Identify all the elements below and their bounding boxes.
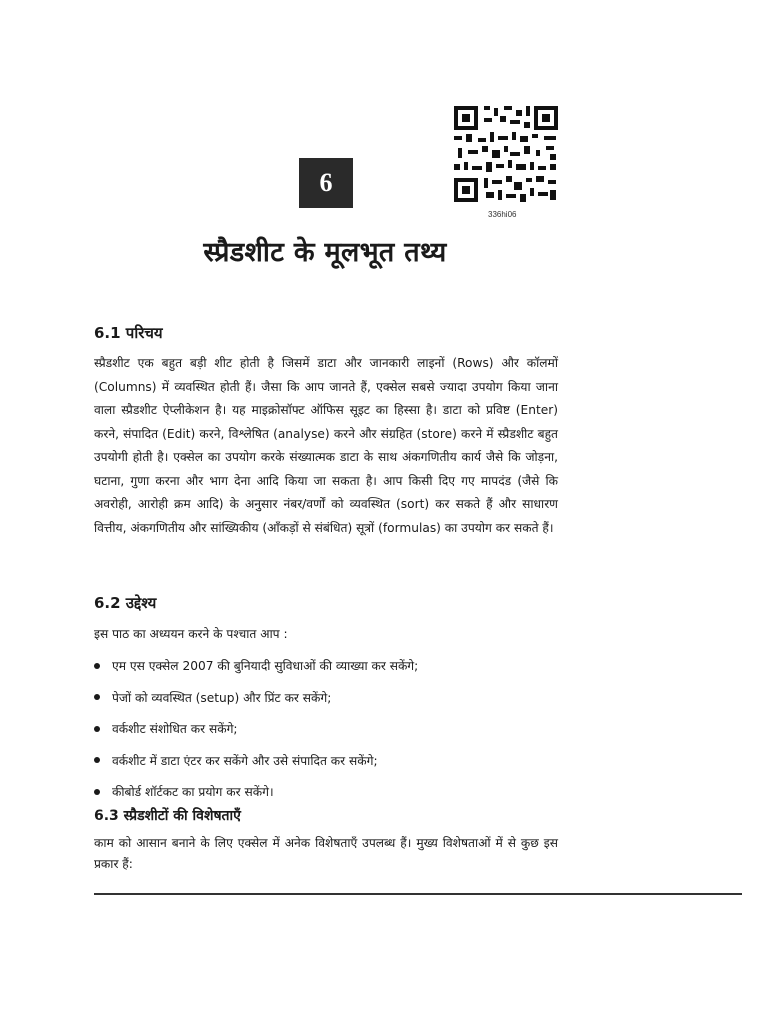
list-item [94,745,418,777]
section-heading-introduction: 6.1 परिचय [94,324,163,342]
list-item [94,713,418,745]
objective-text: वर्कशीट संशोधित कर सकेंगे; [112,722,238,737]
chapter-title: स्प्रैडशीट के मूलभूत तथ्य [203,237,447,268]
section-heading-features: 6.3 स्प्रैडशीटों की विशेषताएँ [94,808,241,824]
bullet-icon [94,757,100,763]
chapter-number: 6 [319,168,333,197]
objectives-intro: इस पाठ का अध्ययन करने के पश्चात आप : [94,627,288,641]
introduction-paragraph: स्प्रैडशीट एक बहुत बड़ी शीट होती है जिसमें डाटा और जानकारी लाइनों (Rows) और कॉलमों (Columns) में व्यवस्थित होती हैं। जैसा कि आप जानते हैं, एक्सेल सबसे ज्यादा उपयोग किया जाना वाला स्प्रैडशीट ऐप्लीकेशन है। यह माइक्रोसॉफ्ट ऑफिस सूइट का हिस्सा है। डाटा को प्रविष्ट (Enter) करने, संपादित (Edit) करने, विश्लेषित (analyse) करने और संग्रहित (store) करने में स्प्रैडशीट बहुत उपयोगी होती है। एक्सेल का उपयोग करके संख्यात्मक डाटा के साथ अंकगणितीय कार्य जैसे कि जोड़ना, घटाना, गुणा करना और भाग देना आदि किया जा सकता है। आप किसी दिए गए मापदंड (जैसे कि अवरोही, आरोही क्रम आदि) के अनुसार नंबर/वर्णों को व्यवस्थित (sort) कर सकते हैं और साधारण वित्तीय, अंकगणितीय और सांख्यिकीय (आँकड़ों से संबंधित) सूत्रों (formulas) का उपयोग कर सकते हैं। [94,356,558,535]
objective-text: एम एस एक्सेल 2007 की बुनियादी सुविधाओं की व्याख्या कर सकेंगे; [112,659,419,674]
bullet-icon [94,789,100,795]
list-item [94,776,418,808]
objective-text: वर्कशीट में डाटा एंटर कर सकेंगे और उसे संपादित कर सकेंगे; [112,753,378,768]
qr-code-icon [452,104,560,204]
objective-text: कीबोर्ड शॉर्टकट का प्रयोग कर सकेंगे। [112,785,274,800]
list-item [94,682,418,714]
bullet-icon [94,726,100,732]
list-item [94,650,418,682]
section-heading-objectives: 6.2 उद्देश्य [94,594,157,612]
objectives-list [94,650,418,808]
bullet-icon [94,663,100,669]
bullet-icon [94,694,100,700]
page-divider [94,893,742,895]
features-paragraph: काम को आसान बनाने के लिए एक्सेल में अनेक विशेषताएँ उपलब्ध हैं। मुख्य विशेषताओं में से कुछ इस प्रकार हैं: [94,836,558,871]
chapter-number-box [299,158,353,208]
qr-code-label: 336hi06 [488,210,517,219]
objective-text: पेजों को व्यवस्थित (setup) और प्रिंट कर सकेंगे; [112,690,332,705]
